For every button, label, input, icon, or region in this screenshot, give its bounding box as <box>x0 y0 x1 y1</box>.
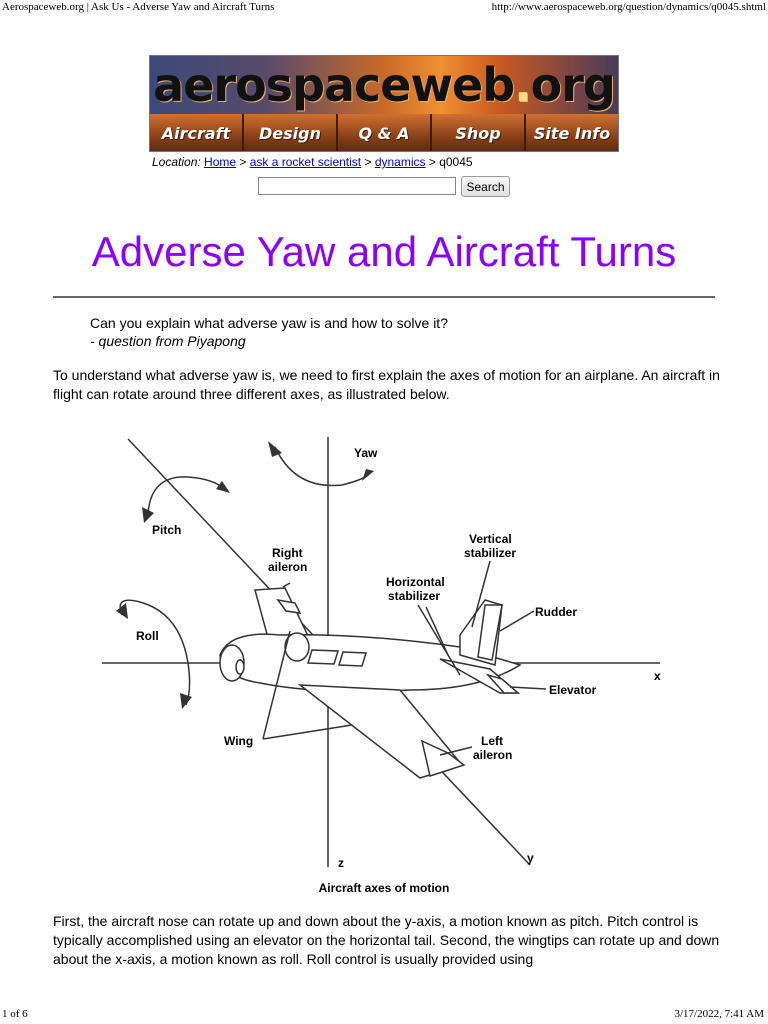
roll-arrow-icon <box>120 600 189 705</box>
pitch-arrow-icon <box>148 477 225 515</box>
vertical-stabilizer-label-2: stabilizer <box>464 546 517 560</box>
horizontal-stabilizer-label-2: stabilizer <box>388 589 441 603</box>
breadcrumb-sep: > <box>361 155 375 169</box>
print-header-url: http://www.aerospaceweb.org/question/dynamics/q0045.shtml <box>491 1 766 13</box>
print-footer <box>2 1008 764 1022</box>
breadcrumb <box>152 155 473 169</box>
breadcrumb-label: Location: <box>152 155 201 169</box>
left-aileron-label-2: aileron <box>473 748 513 762</box>
y-axis-label: y <box>527 851 534 865</box>
print-header <box>2 1 766 15</box>
breadcrumb-ask-link[interactable]: ask a rocket scientist <box>249 155 362 169</box>
site-banner <box>149 55 619 152</box>
nav-tab-aircraft[interactable]: Aircraft <box>150 114 244 152</box>
z-axis-label: z <box>338 856 344 870</box>
logo-dot: . <box>514 58 531 112</box>
wing-label: Wing <box>224 734 254 748</box>
aircraft-axes-diagram <box>100 435 670 875</box>
breadcrumb-dynamics-link[interactable]: dynamics <box>374 155 426 169</box>
nav-tab-design[interactable]: Design <box>244 114 338 152</box>
breadcrumb-home-link[interactable]: Home <box>204 155 237 169</box>
nav-tab-qa[interactable]: Q & A <box>338 114 432 152</box>
roll-label: Roll <box>136 629 159 643</box>
question-block <box>90 314 448 350</box>
main-nav <box>150 114 618 152</box>
nav-tab-shop[interactable]: Shop <box>432 114 526 152</box>
logo-tld: org <box>530 58 615 112</box>
breadcrumb-current: q0045 <box>439 155 473 169</box>
left-aileron-label-1: Left <box>481 734 503 748</box>
paragraph-intro: To understand what adverse yaw is, we need to first explain the axes of motion for an airplane. An aircraft in flight can rotate around three different axes, as illustrated below. <box>53 367 720 402</box>
x-axis-label: x <box>654 669 661 683</box>
pitch-label: Pitch <box>152 523 182 537</box>
horizontal-stabilizer-label-1: Horizontal <box>386 575 445 589</box>
vertical-stabilizer-label-1: Vertical <box>469 532 512 546</box>
rudder-label: Rudder <box>535 605 577 619</box>
print-header-title: Aerospaceweb.org | Ask Us - Adverse Yaw and Aircraft Turns <box>2 1 275 13</box>
diagram-caption: Aircraft axes of motion <box>318 881 450 895</box>
search-button[interactable]: Search <box>461 176 510 197</box>
title-divider <box>53 296 715 298</box>
question-text: Can you explain what adverse yaw is and how to solve it? <box>90 315 448 331</box>
page-title: Adverse Yaw and Aircraft Turns <box>91 228 677 275</box>
print-page-count: 1 of 6 <box>2 1008 28 1020</box>
breadcrumb-sep: > <box>236 155 250 169</box>
print-timestamp: 3/17/2022, 7:41 AM <box>674 1008 764 1020</box>
site-logo[interactable] <box>150 56 618 114</box>
question-from: - question from Piyapong <box>90 333 246 349</box>
right-aileron-label-2: aileron <box>268 560 308 574</box>
elevator-label: Elevator <box>549 683 597 697</box>
nav-tab-site-info[interactable]: Site Info <box>526 114 618 152</box>
yaw-label: Yaw <box>354 446 378 460</box>
right-aileron-label-1: Right <box>272 546 303 560</box>
paragraph-axes: First, the aircraft nose can rotate up and down about the y-axis, a motion known as pitch. Pitch control is typically accomplished using an elevator on the horizontal tail. Second, the wingtips can rotate up and down about the x-axis, a motion known as roll. Roll control is usually provided using <box>53 913 720 967</box>
breadcrumb-sep: > <box>425 155 440 169</box>
logo-text: aerospaceweb <box>153 58 515 112</box>
search-input[interactable] <box>258 177 456 195</box>
